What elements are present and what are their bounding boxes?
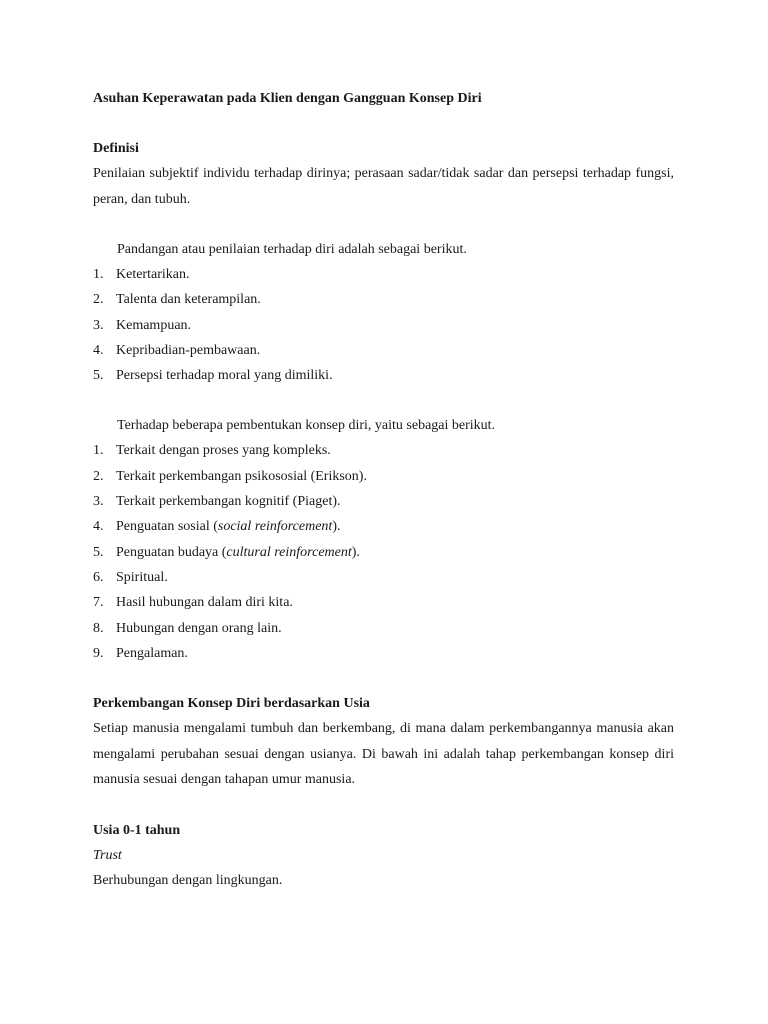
list-item-text: Talenta dan keterampilan. — [116, 292, 261, 308]
list-item-text — [116, 646, 188, 661]
list-item — [93, 363, 674, 388]
list-item — [93, 565, 674, 590]
list-item-text — [116, 621, 282, 636]
usia-0-1-text: Berhubungan dengan lingkungan. — [93, 872, 283, 888]
list-item-text — [116, 443, 331, 458]
pembentukan-list — [93, 438, 674, 666]
document-title: Asuhan Keperawatan pada Klien dengan Gangguan Konsep Diri — [93, 91, 482, 106]
list-item — [93, 590, 674, 615]
list-item-number: 4. — [93, 519, 104, 535]
spacer — [93, 111, 674, 136]
list-item-text-plain: Hasil hubungan dalam diri kita. — [116, 595, 293, 611]
list-item — [93, 313, 674, 338]
list-item-number: 2. — [93, 468, 104, 484]
list-item-text: Kemampuan. — [116, 317, 192, 333]
list-item-number: 4. — [93, 342, 104, 358]
spacer — [93, 388, 674, 413]
list-item-text — [116, 595, 293, 610]
list-item-text — [116, 494, 341, 509]
usia-0-1-subtitle: Trust — [93, 847, 122, 863]
list-item-text-suffix: ). — [351, 544, 360, 560]
list-item-text-plain: Terkait perkembangan psikososial (Erikson). — [116, 468, 367, 484]
list-item-text — [116, 570, 168, 585]
definisi-paragraph: Penilaian subjektif individu terhadap dirinya; perasaan sadar/tidak sadar dan persepsi terhadap fungsi, peran, dan tubuh. — [93, 166, 674, 207]
list-item-number: 5. — [93, 544, 104, 560]
list-item-number: 1. — [93, 267, 104, 282]
list-item-number: 6. — [93, 569, 104, 585]
list-item-text-plain: Terkait dengan proses yang kompleks. — [116, 443, 331, 459]
pandangan-intro: Pandangan atau penilaian terhadap diri adalah sebagai berikut. — [117, 242, 467, 257]
list-item-text — [116, 469, 367, 484]
list-item-text-plain: Penguatan budaya ( — [116, 544, 227, 560]
list-item — [93, 489, 674, 514]
list-item-text: Ketertarikan. — [116, 267, 190, 282]
list-item-text-suffix: ). — [332, 519, 341, 535]
usia-0-1-heading: Usia 0-1 tahun — [93, 822, 181, 838]
spacer — [93, 793, 674, 818]
list-item-number: 3. — [93, 494, 104, 510]
list-item — [93, 338, 674, 363]
list-item-number: 2. — [93, 292, 104, 308]
spacer — [93, 212, 674, 237]
list-item-number: 3. — [93, 317, 104, 333]
list-item-text-plain: Spiritual. — [116, 569, 168, 585]
list-item-number: 7. — [93, 595, 104, 611]
spacer — [93, 666, 674, 691]
list-item-text: Persepsi terhadap moral yang dimiliki. — [116, 368, 333, 384]
list-item-text-plain: Terkait perkembangan kognitif (Piaget). — [116, 494, 341, 510]
list-item-text-plain: Pengalaman. — [116, 645, 188, 661]
document-content — [93, 86, 674, 893]
list-item-text-italic: cultural reinforcement — [226, 544, 352, 560]
list-item — [93, 641, 674, 666]
list-item — [93, 464, 674, 489]
list-item-number: 1. — [93, 443, 104, 459]
list-item-text-italic: social reinforcement — [217, 519, 333, 535]
perkembangan-heading: Perkembangan Konsep Diri berdasarkan Usia — [93, 696, 370, 712]
list-item-number: 8. — [93, 620, 104, 636]
list-item-text — [116, 545, 360, 560]
perkembangan-paragraph: Setiap manusia mengalami tumbuh dan berkembang, di mana dalam perkembangannya manusia akan mengalami perubahan sesuai dengan usianya. Di bawah ini adalah tahap perkembangan konsep diri manusia sesuai dengan tahapan umur manusia. — [93, 721, 674, 788]
list-item-text-plain: Penguatan sosial ( — [116, 519, 218, 535]
list-item — [93, 514, 674, 539]
list-item-number: 5. — [93, 368, 104, 384]
list-item — [93, 287, 674, 312]
list-item — [93, 262, 674, 287]
definisi-heading: Definisi — [93, 141, 139, 156]
list-item-number: 9. — [93, 645, 104, 661]
list-item-text — [116, 519, 340, 534]
list-item — [93, 438, 674, 463]
pandangan-list — [93, 262, 674, 388]
list-item-text-plain: Hubungan dengan orang lain. — [116, 620, 282, 636]
list-item-text: Kepribadian-pembawaan. — [116, 342, 261, 358]
pembentukan-intro: Terhadap beberapa pembentukan konsep diri, yaitu sebagai berikut. — [117, 418, 496, 434]
list-item — [93, 616, 674, 641]
list-item — [93, 540, 674, 565]
